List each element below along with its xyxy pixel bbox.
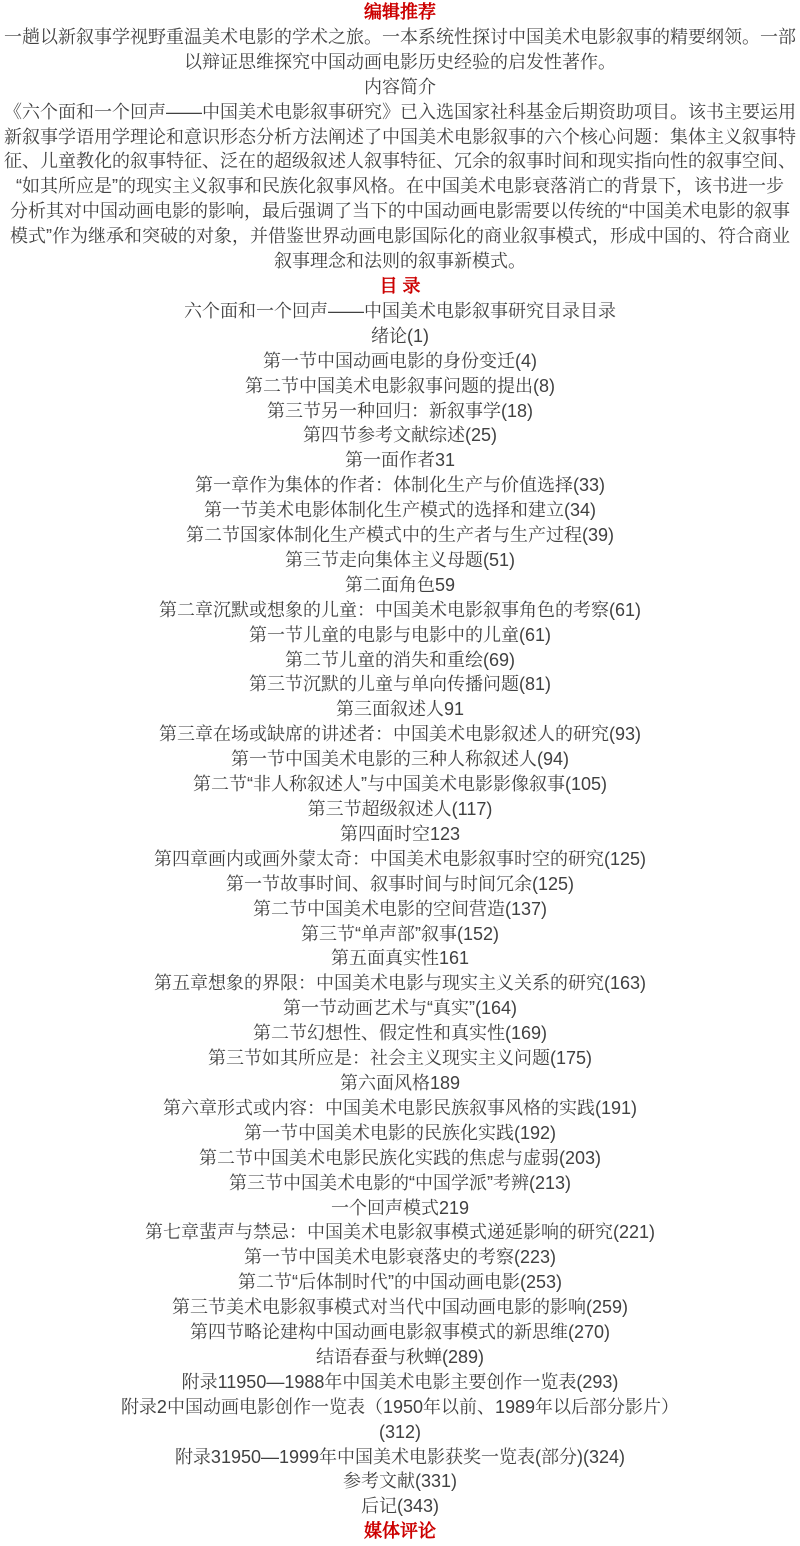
content-summary-text <box>0 100 800 274</box>
toc-entry: 第三节超级叙述人(117) <box>307 799 493 819</box>
toc-entry: 第一面作者31 <box>344 450 456 471</box>
toc-entry: 绪论(1) <box>371 325 429 346</box>
toc-entry: 第三节“单声部”叙事(152) <box>300 923 499 944</box>
toc-list <box>0 299 800 1519</box>
editor-recommendation-text <box>0 25 800 75</box>
editor-recommendation-line: 一趟以新叙事学视野重温美术电影的学术之旅。一本系统性探讨中国美术电影叙事的精要纲领。一部 <box>4 26 796 47</box>
toc-entry: 第二节中国美术电影叙事问题的提出(8) <box>245 375 555 396</box>
toc-entry: 第二节中国美术电影的空间营造(137) <box>252 898 548 919</box>
toc-entry: (312) <box>378 1421 422 1442</box>
toc-entry: 后记(343) <box>360 1496 440 1517</box>
toc-entry: 第二节中国美术电影民族化实践的焦虑与虚弱(203) <box>198 1147 602 1168</box>
toc-heading: 目 录 <box>379 275 421 296</box>
toc-entry: 第七章蜚声与禁忌：中国美术电影叙事模式递延影响的研究(221) <box>144 1222 656 1243</box>
editor-recommendation-heading: 编辑推荐 <box>364 2 436 22</box>
toc-entry: 第四节略论建构中国动画电影叙事模式的新思维(270) <box>189 1322 611 1343</box>
content-summary-line: “如其所应是”的现实主义叙事和民族化叙事风格。在中国美术电影衰落消亡的背景下，该书进一步 <box>16 176 784 197</box>
toc-entry: 第二节幻想性、假定性和真实性(169) <box>252 1023 548 1044</box>
toc-entry: 第六章形式或内容：中国美术电影民族叙事风格的实践(191) <box>162 1097 638 1118</box>
toc-entry: 第三面叙述人91 <box>335 699 465 720</box>
toc-entry: 六个面和一个回声——中国美术电影叙事研究目录目录 <box>184 300 616 321</box>
toc-entry: 一个回声模式219 <box>330 1197 470 1218</box>
toc-entry: 第一节故事时间、叙事时间与时间冗余(125) <box>225 873 575 894</box>
toc-entry: 第四节参考文献综述(25) <box>302 425 497 446</box>
toc-entry: 第一节中国美术电影的三种人称叙述人(94) <box>230 749 569 770</box>
toc-entry: 附录11950—1988年中国美术电影主要创作一览表(293) <box>181 1371 619 1392</box>
section-toc <box>0 274 800 1519</box>
toc-entry: 第五章想象的界限：中国美术电影与现实主义关系的研究(163) <box>153 973 647 994</box>
toc-entry: 第一节美术电影体制化生产模式的选择和建立(34) <box>203 500 596 521</box>
section-editor-recommendation <box>0 0 800 75</box>
content-summary-line: 新叙事学语用学理论和意识形态分析方法阐述了中国美术电影叙事的六个核心问题：集体主义叙事特 <box>4 126 796 147</box>
toc-entry: 第五面真实性161 <box>330 948 470 969</box>
toc-entry: 第一节中国动画电影的身份变迁(4) <box>263 350 537 371</box>
toc-entry: 第一节动画艺术与“真实”(164) <box>282 998 517 1019</box>
toc-entry: 第三节走向集体主义母题(51) <box>284 549 515 570</box>
toc-entry: 第一节儿童的电影与电影中的儿童(61) <box>248 624 551 645</box>
content-summary-line: 《六个面和一个回声——中国美术电影叙事研究》已入选国家社科基金后期资助项目。该书主要运用 <box>4 101 796 122</box>
toc-entry: 第三节美术电影叙事模式对当代中国动画电影的影响(259) <box>171 1297 629 1318</box>
toc-entry: 第三节如其所应是：社会主义现实主义问题(175) <box>207 1048 593 1069</box>
toc-entry: 第四章画内或画外蒙太奇：中国美术电影叙事时空的研究(125) <box>153 848 647 869</box>
content-summary-line: 分析其对中国动画电影的影响，最后强调了当下的中国动画电影需要以传统的“中国美术电影的叙事 <box>10 201 790 222</box>
toc-entry: 第二章沉默或想象的儿童：中国美术电影叙事角色的考察(61) <box>158 599 641 620</box>
content-summary-heading: 内容简介 <box>364 76 436 97</box>
toc-entry: 第二节“后体制时代”的中国动画电影(253) <box>237 1272 562 1293</box>
toc-entry: 第三章在场或缺席的讲述者：中国美术电影叙述人的研究(93) <box>158 724 641 745</box>
toc-entry: 第四面时空123 <box>339 823 461 844</box>
toc-entry: 第三节沉默的儿童与单向传播问题(81) <box>248 674 551 695</box>
toc-entry: 第二节“非人称叙述人”与中国美术电影影像叙事(105) <box>192 774 607 795</box>
media-review-heading: 媒体评论 <box>364 1521 436 1542</box>
section-content-summary <box>0 75 800 274</box>
toc-entry: 附录31950—1999年中国美术电影获奖一览表(部分)(324) <box>174 1446 626 1467</box>
toc-entry: 第三节中国美术电影的“中国学派”考辨(213) <box>228 1172 571 1193</box>
content-summary-line: 叙事理念和法则的叙事新模式。 <box>274 251 526 272</box>
content-summary-line: 模式”作为继承和突破的对象，并借鉴世界动画电影国际化的商业叙事模式，形成中国的、符合商业 <box>10 226 790 247</box>
toc-entry: 结语春蚕与秋蝉(289) <box>315 1346 485 1367</box>
toc-entry: 附录2中国动画电影创作一览表（1950年以前、1989年以后部分影片） <box>120 1396 680 1417</box>
toc-entry: 第一节中国美术电影衰落史的考察(223) <box>243 1247 557 1268</box>
toc-entry: 参考文献(331) <box>342 1471 458 1492</box>
toc-entry: 第二节儿童的消失和重绘(69) <box>284 649 515 670</box>
toc-entry: 第二节国家体制化生产模式中的生产者与生产过程(39) <box>185 525 614 546</box>
toc-entry: 第一节中国美术电影的民族化实践(192) <box>243 1122 557 1143</box>
toc-entry: 第一章作为集体的作者：体制化生产与价值选择(33) <box>194 475 605 496</box>
editor-recommendation-line: 以辩证思维探究中国动画电影历史经验的启发性著作。 <box>184 51 616 72</box>
section-media-review <box>0 1519 800 1544</box>
toc-entry: 第二面角色59 <box>344 574 456 595</box>
toc-entry: 第三节另一种回归：新叙事学(18) <box>266 400 533 421</box>
toc-entry: 第六面风格189 <box>339 1072 461 1093</box>
content-summary-line: 征、儿童教化的叙事特征、泛在的超级叙述人叙事特征、冗余的叙事时间和现实指向性的叙事空间、 <box>4 151 796 172</box>
